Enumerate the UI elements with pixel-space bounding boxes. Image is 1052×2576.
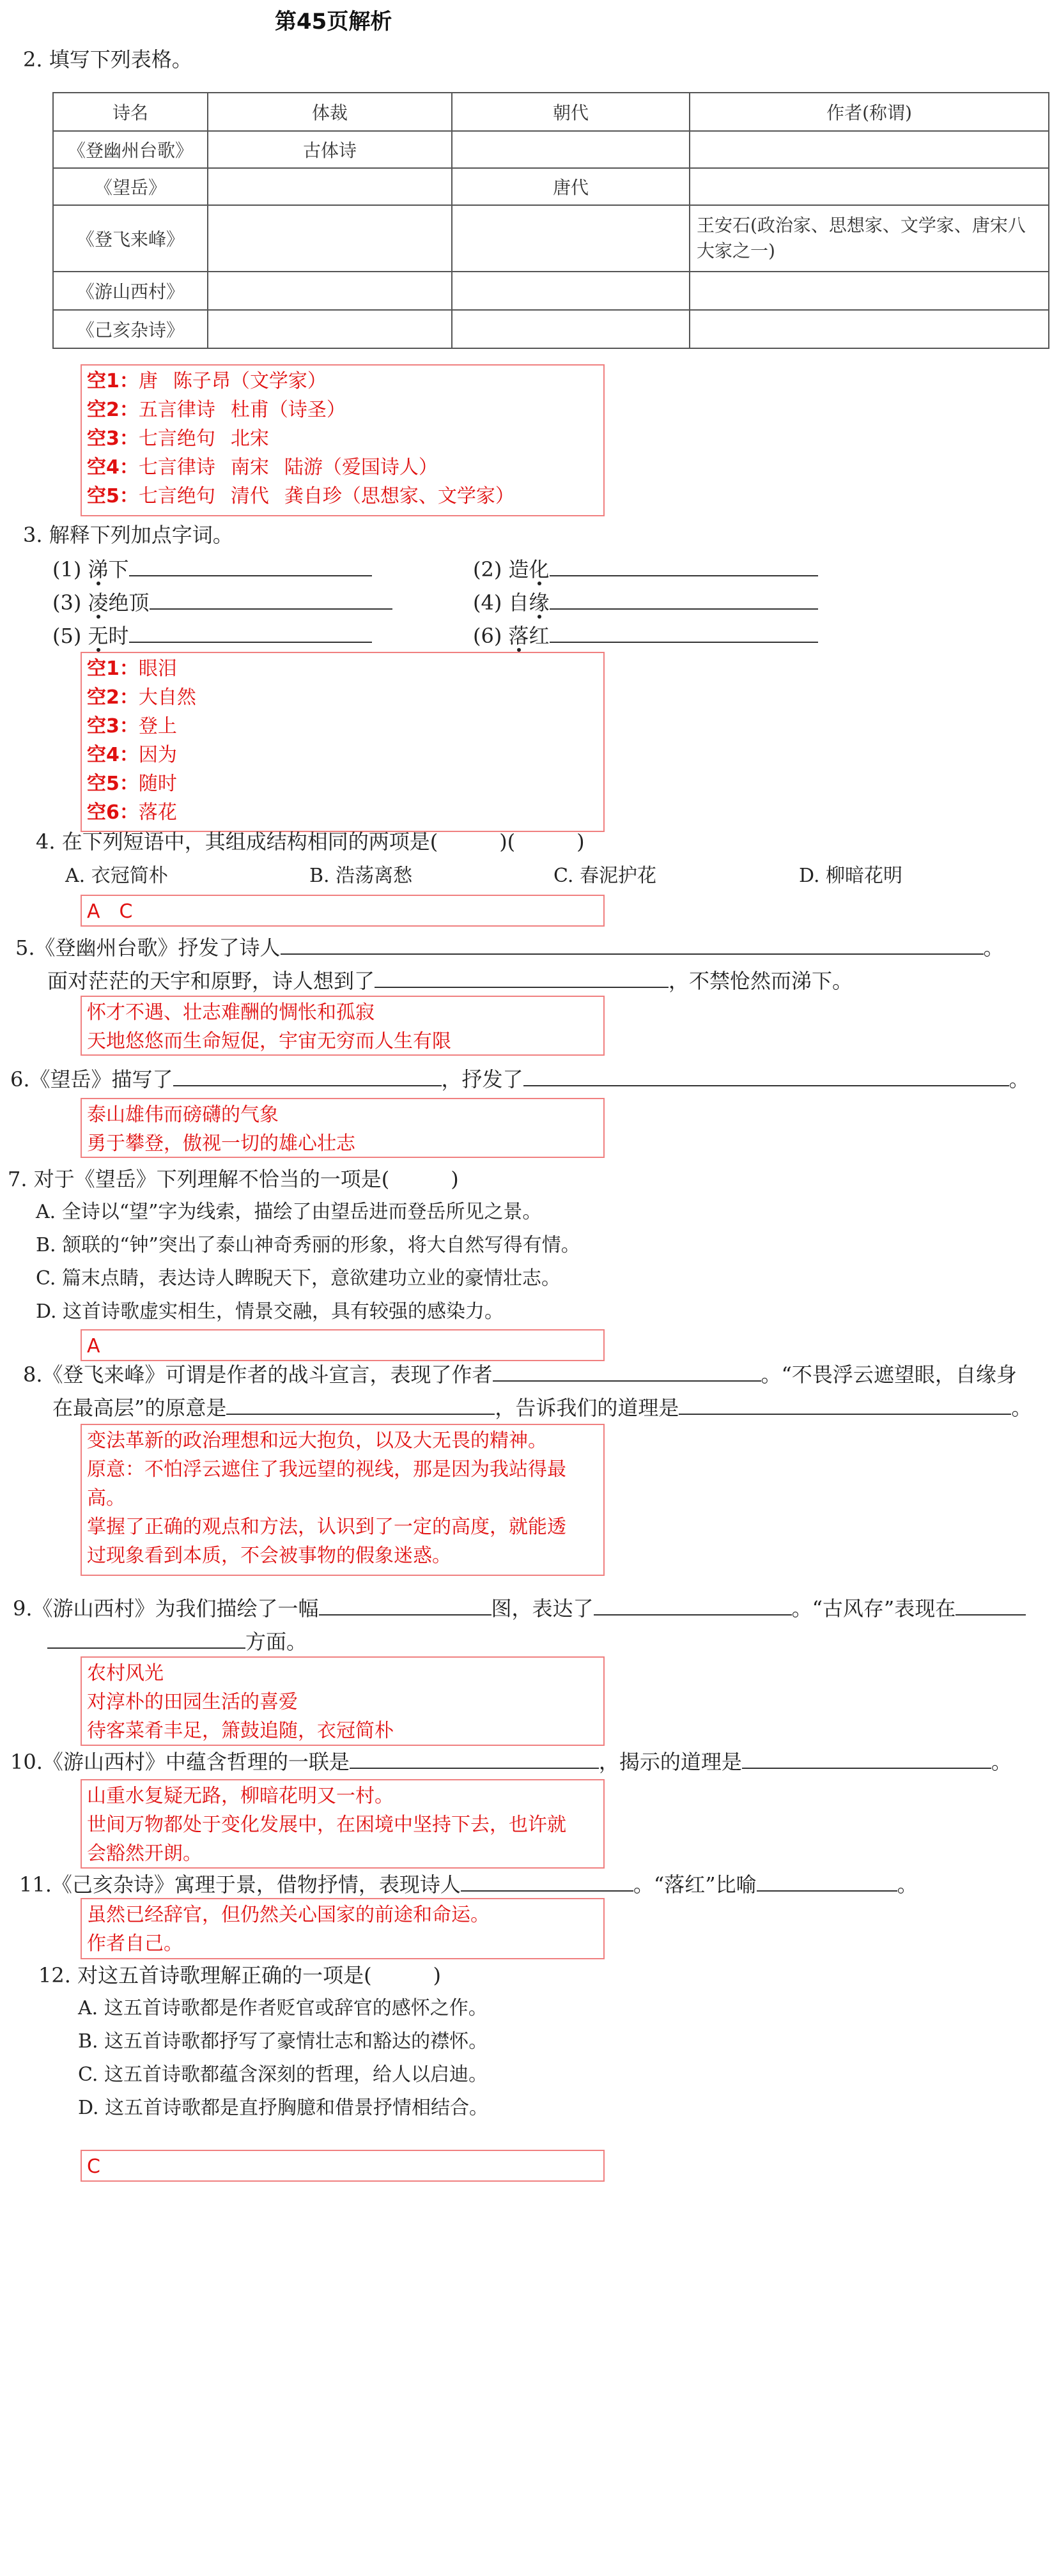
table-row — [53, 168, 1049, 205]
q3-item-2: (2) 造化 — [473, 552, 818, 585]
q12-option-b: B. 这五首诗歌都抒写了豪情壮志和豁达的襟怀。 — [78, 2030, 488, 2053]
q12-option-c: C. 这五首诗歌都蕴含深刻的哲理，给人以启迪。 — [78, 2063, 488, 2086]
q7-answer-box: A — [81, 1329, 605, 1361]
q2-table — [52, 92, 1049, 349]
answer-line: 作者自己。 — [87, 1932, 183, 1955]
cell-author — [690, 168, 1049, 205]
table-row — [53, 205, 1049, 272]
header-poem: 诗名 — [53, 93, 208, 131]
cell-dynasty: 唐代 — [452, 168, 690, 205]
q10-answer-box — [81, 1779, 605, 1869]
cell-poem: 《登幽州台歌》 — [53, 131, 208, 168]
answer-line: 空1：眼泪 — [87, 658, 177, 680]
q7-option-d: D. 这首诗歌虚实相生，情景交融，具有较强的感染力。 — [36, 1300, 504, 1323]
answer-line: 农村风光 — [87, 1662, 164, 1685]
q7-stem: 7. 对于《望岳》下列理解不恰当的一项是( ) — [8, 1167, 459, 1191]
q12-stem: 12. 对这五首诗歌理解正确的一项是( ) — [38, 1963, 442, 1987]
q4-option-d: D. 柳暗花明 — [799, 865, 903, 887]
q5-answer-box — [81, 996, 605, 1056]
cell-poem: 《游山西村》 — [53, 272, 208, 310]
q11-answer-box — [81, 1898, 605, 1959]
answer-line: 空3：登上 — [87, 715, 177, 737]
cell-genre: 古体诗 — [208, 131, 452, 168]
q3-item-1: (1) 涕下 — [52, 552, 372, 585]
table-row — [53, 272, 1049, 310]
q7-option-a: A. 全诗以“望”字为线索，描绘了由望岳进而登岳所见之景。 — [36, 1201, 542, 1223]
answer-line: 山重水复疑无路，柳暗花明又一村。 — [87, 1785, 394, 1807]
q3-item-6: (6) 落红 — [473, 619, 818, 652]
q4-option-b: B. 浩荡离愁 — [309, 865, 413, 887]
q6-answer-box — [81, 1098, 605, 1158]
answer-line: 泰山雄伟而磅礴的气象 — [87, 1104, 279, 1126]
cell-author: 王安石(政治家、思想家、文学家、唐宋八大家之一) — [690, 205, 1049, 272]
q3-answer-box — [81, 652, 605, 832]
answer-line: 虽然已经辞官，但仍然关心国家的前途和命运。 — [87, 1904, 490, 1926]
answer-line: 空1：唐 陈子昂（文学家） — [87, 370, 327, 392]
answer-line: 空4：七言律诗 南宋 陆游（爱国诗人） — [87, 456, 438, 479]
q12-option-d: D. 这五首诗歌都是直抒胸臆和借景抒情相结合。 — [78, 2097, 489, 2119]
answer-line: 过现象看到本质，不会被事物的假象迷惑。 — [87, 1545, 451, 1567]
answer-line: 会豁然开朗。 — [87, 1842, 202, 1865]
q9-line-1: 9.《游山西村》为我们描绘了一幅 图，表达了 。“古风存”表现在 — [13, 1591, 1026, 1624]
cell-genre — [208, 272, 452, 310]
answer-line: 原意：不怕浮云遮住了我远望的视线，那是因为我站得最 — [87, 1458, 566, 1481]
cell-poem: 《己亥杂诗》 — [53, 310, 208, 348]
cell-dynasty — [452, 205, 690, 272]
answer-line: 掌握了正确的观点和方法，认识到了一定的高度，就能透 — [87, 1516, 566, 1538]
q12-answer-box: C — [81, 2150, 605, 2182]
cell-genre — [208, 310, 452, 348]
q3-item-4: (4) 自缘 — [473, 585, 818, 619]
q2-answer-box — [81, 364, 605, 516]
cell-dynasty — [452, 131, 690, 168]
cell-poem: 《登飞来峰》 — [53, 205, 208, 272]
q7-option-c: C. 篇末点睛，表达诗人睥睨天下，意欲建功立业的豪情壮志。 — [36, 1267, 561, 1290]
header-dynasty: 朝代 — [452, 93, 690, 131]
answer-line: 空2：大自然 — [87, 686, 196, 709]
cell-author — [690, 310, 1049, 348]
answer-line: 待客菜肴丰足，箫鼓追随，衣冠简朴 — [87, 1720, 394, 1742]
q3-item-5: (5) 无时 — [52, 619, 372, 652]
q4-answer-box: A C — [81, 895, 605, 927]
answer-line: 空6：落花 — [87, 801, 177, 824]
answer-line: 空5：随时 — [87, 773, 177, 795]
q5-line-2: 面对茫茫的天宇和原野，诗人想到了 ，不禁怆然而涕下。 — [47, 964, 853, 997]
table-row — [53, 131, 1049, 168]
cell-genre — [208, 205, 452, 272]
answer-line: 空5：七言绝句 清代 龚自珍（思想家、文学家） — [87, 485, 514, 507]
page-title: 第45页解析 — [275, 9, 392, 35]
q3-item-3: (3) 凌绝顶 — [52, 585, 392, 619]
cell-dynasty — [452, 272, 690, 310]
q8-answer-box — [81, 1424, 605, 1576]
q8-line-2: 在最高层”的原意是 ，告诉我们的道理是 。 — [52, 1391, 1032, 1424]
table-row — [53, 310, 1049, 348]
answer-line: 怀才不遇、壮志难酬的惆怅和孤寂 — [87, 1001, 375, 1024]
answer-line: 高。 — [87, 1487, 125, 1509]
q8-line-1: 8.《登飞来峰》可谓是作者的战斗宣言，表现了作者 。“不畏浮云遮望眼，自缘身 — [23, 1357, 1017, 1391]
cell-author — [690, 272, 1049, 310]
answer-line: 空3：七言绝句 北宋 — [87, 428, 269, 450]
answer-line: 天地悠悠而生命短促，宇宙无穷而人生有限 — [87, 1030, 451, 1053]
q10-line: 10.《游山西村》中蕴含哲理的一联是 ，揭示的道理是 。 — [10, 1745, 1012, 1778]
table-header-row — [53, 93, 1049, 131]
cell-poem: 《望岳》 — [53, 168, 208, 205]
q4-stem: 4. 在下列短语中，其组成结构相同的两项是( )( ) — [36, 829, 585, 854]
header-genre: 体裁 — [208, 93, 452, 131]
cell-genre — [208, 168, 452, 205]
q3-stem: 3. 解释下列加点字词。 — [23, 523, 233, 547]
q6-line: 6.《望岳》描写了 ，抒发了 。 — [10, 1062, 1030, 1095]
answer-line: 世间万物都处于变化发展中，在困境中坚持下去，也许就 — [87, 1814, 566, 1836]
answer-line: 空4：因为 — [87, 744, 177, 766]
answer-line: 变法革新的政治理想和远大抱负，以及大无畏的精神。 — [87, 1430, 547, 1452]
q11-line: 11.《己亥杂诗》寓理于景，借物抒情，表现诗人 。“落红”比喻 。 — [19, 1867, 918, 1901]
q7-option-b: B. 颔联的“钟”突出了泰山神奇秀丽的形象，将大自然写得有情。 — [36, 1234, 580, 1256]
q9-line-2: 方面。 — [47, 1624, 307, 1658]
q4-option-a: A. 衣冠简朴 — [65, 865, 168, 887]
q12-option-a: A. 这五首诗歌都是作者贬官或辞官的感怀之作。 — [78, 1997, 488, 2019]
cell-dynasty — [452, 310, 690, 348]
cell-author — [690, 131, 1049, 168]
header-author: 作者(称谓) — [690, 93, 1049, 131]
answer-line: 对淳朴的田园生活的喜爱 — [87, 1691, 298, 1713]
q2-stem: 2. 填写下列表格。 — [23, 47, 192, 72]
q9-answer-box — [81, 1656, 605, 1746]
q5-line-1: 5.《登幽州台歌》抒发了诗人 。 — [15, 930, 1004, 964]
answer-line: 空2：五言律诗 杜甫（诗圣） — [87, 399, 346, 421]
q4-option-c: C. 春泥护花 — [553, 865, 656, 887]
answer-line: 勇于攀登，傲视一切的雄心壮志 — [87, 1132, 355, 1155]
